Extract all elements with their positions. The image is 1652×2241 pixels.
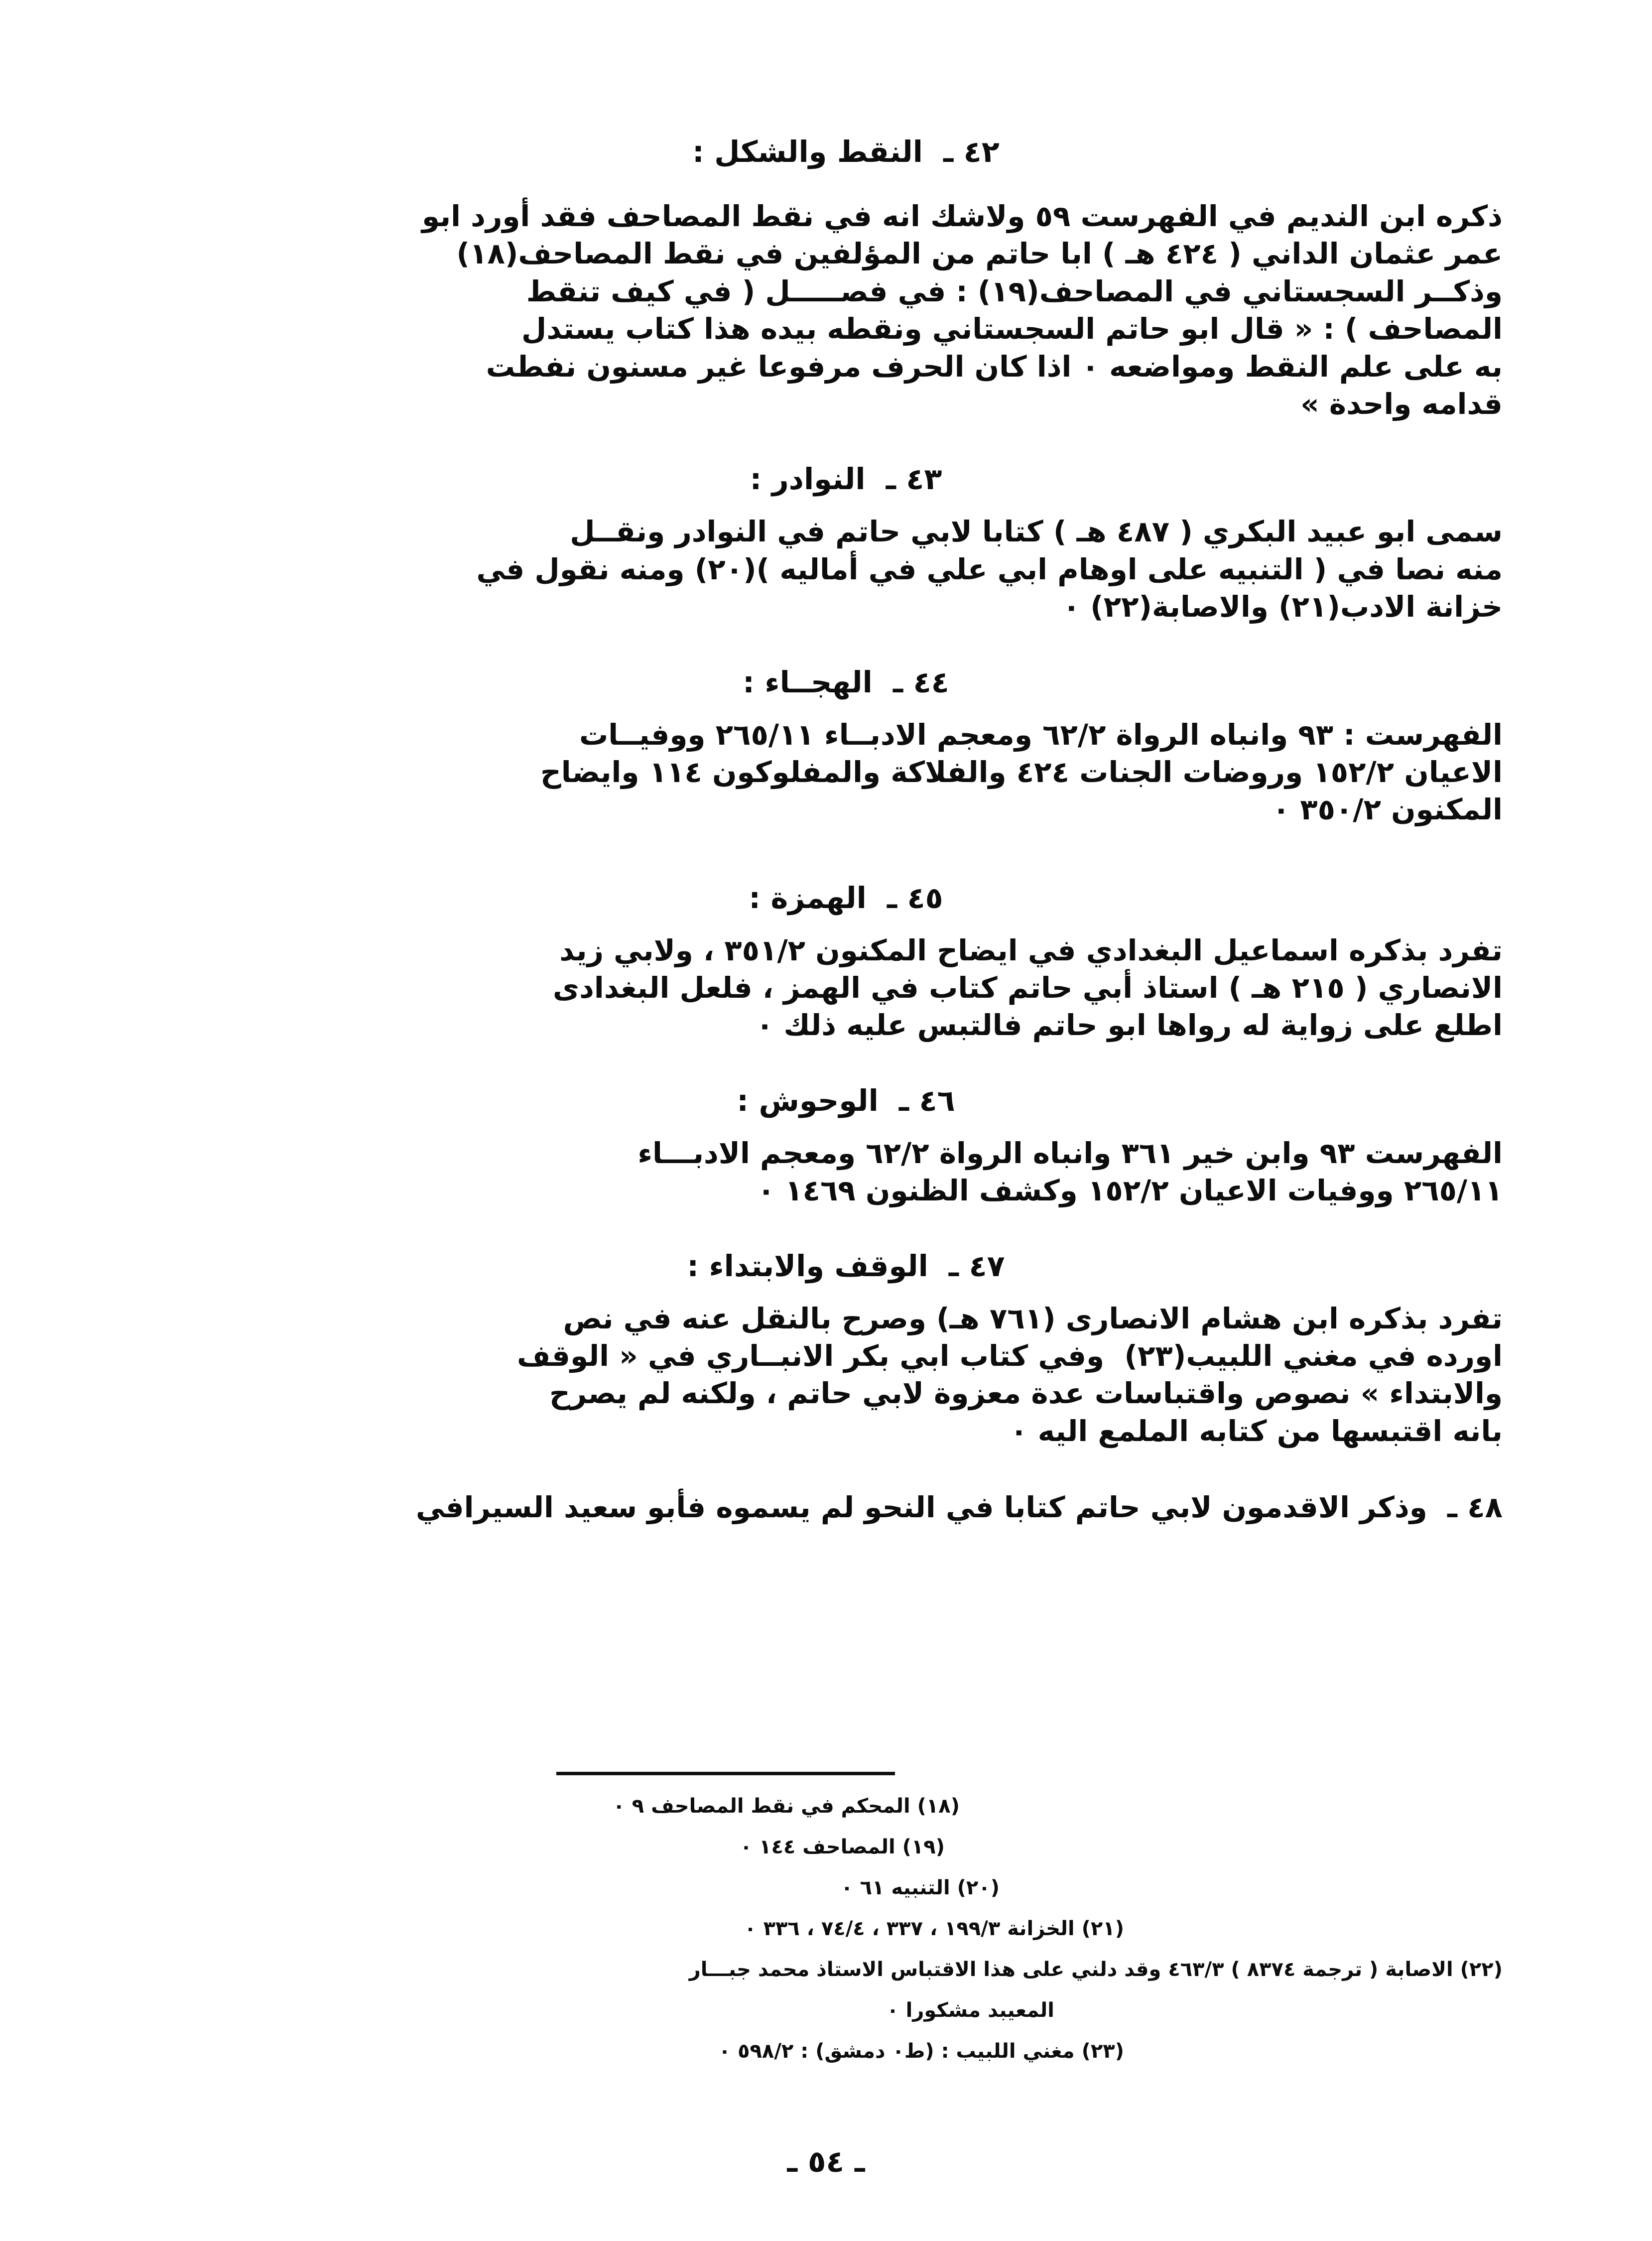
footnote-item: (٢١) الخزانة ١٩٩/٣ ، ٣٣٧ ، ٧٤/٤ ، ٣٣٦ ٠ — [744, 1917, 1124, 1940]
text-line: منه نصا في ( التنبيه على اوهام ابي علي في أماليه )(٢٠) ومنه نقول في — [476, 552, 1503, 586]
section-44-paragraph — [189, 716, 1503, 829]
spacer — [189, 829, 1503, 881]
section-42-heading: ٤٢ ـ النقط والشكل : — [692, 134, 1000, 169]
spacer — [189, 1450, 1503, 1489]
text-line: والابتداء » نصوص واقتباسات عدة معزوة لابي حاتم ، ولكنه لم يصرح — [549, 1376, 1503, 1411]
text-line: تفرد بذكره ابن هشام الانصارى (٧٦١ هـ) وصرح بالنقل عنه في نص — [563, 1301, 1503, 1335]
section-46-paragraph — [189, 1135, 1503, 1210]
spacer — [189, 169, 1503, 198]
spacer — [189, 626, 1503, 665]
text-line: الاعيان ١٥٢/٢ وروضات الجنات ٤٢٤ والفلاكة والمفلوكون ١١٤ وايضاح — [540, 755, 1503, 789]
text-line: وذكــر السجستاني في المصاحف(١٩) : في فصـــــل ( في كيف تنقط — [526, 274, 1503, 308]
text-line: تفرد بذكره اسماعيل البغدادي في ايضاح المكنون ٣٥١/٢ ، ولابي زيد — [559, 933, 1503, 967]
section-44-heading: ٤٤ ـ الهجــاء : — [743, 664, 949, 699]
spacer — [189, 915, 1503, 932]
section-42-heading-wrap — [189, 134, 1503, 169]
section-42-paragraph — [189, 198, 1503, 423]
text-line: الانصاري ( ٢١٥ هـ ) استاذ أبي حاتم كتاب في الهمز ، فلعل البغدادى — [552, 971, 1503, 1005]
section-48-paragraph — [189, 1489, 1503, 1526]
spacer — [189, 1118, 1503, 1135]
text-line: خزانة الادب(٢١) والاصابة(٢٢) ٠ — [1062, 590, 1503, 624]
text-line: سمى ابو عبيد البكري ( ٤٨٧ هـ ) كتابا لابي حاتم في النوادر ونقــل — [570, 515, 1503, 549]
text-line: عمر عثمان الداني ( ٤٢٤ هـ ) ابا حاتم من المؤلفين في نقط المصاحف(١٨) — [456, 237, 1503, 271]
section-45-paragraph — [189, 932, 1503, 1045]
footnote-list — [164, 1793, 1503, 2079]
spacer — [189, 1045, 1503, 1083]
text-line: ذكره ابن النديم في الفهرست ٥٩ ولاشك انه في نقط المصاحف فقد أورد ابو — [421, 199, 1503, 233]
page-body — [189, 134, 1503, 1527]
footnote-item: (١٩) المصاحف ١٤٤ ٠ — [740, 1836, 945, 1858]
spacer — [189, 496, 1503, 513]
section-47-paragraph — [189, 1300, 1503, 1450]
section-47-heading-wrap — [189, 1249, 1503, 1283]
section-43-paragraph — [189, 513, 1503, 626]
section-46-heading-wrap — [189, 1083, 1503, 1118]
footnote-separator — [556, 1772, 895, 1775]
page-number: ـ ٥٤ ـ — [787, 2144, 865, 2179]
text-line: الفهرست : ٩٣ وانباه الرواة ٦٢/٢ ومعجم الادبــاء ٢٦٥/١١ ووفيــات — [579, 717, 1503, 752]
footnote-item: (١٨) المحكم في نقط المصاحف ٩ ٠ — [613, 1795, 960, 1818]
spacer — [189, 1210, 1503, 1249]
footnote-item: المعيبد مشكورا ٠ — [887, 1999, 1054, 2022]
footnote-item: (٢٠) التنبيه ٦١ ٠ — [841, 1876, 1000, 1899]
section-43-heading-wrap — [189, 462, 1503, 496]
text-line: المكنون ٣٥٠/٢ ٠ — [1272, 792, 1503, 827]
text-line: الفهرست ٩٣ وابن خير ٣٦١ وانباه الرواة ٦٢/٢ ومعجم الادبـــاء — [637, 1136, 1503, 1170]
section-44-heading-wrap — [189, 665, 1503, 699]
text-line: اطلع على زواية له رواها ابو حاتم فالتبس عليه ذلك ٠ — [756, 1008, 1503, 1043]
section-45-heading: ٤٥ ـ الهمزة : — [749, 880, 943, 915]
text-line: ٤٨ ـ وذكر الاقدمون لابي حاتم كتابا في النحو لم يسموه فأبو سعيد السيرافي — [415, 1490, 1503, 1525]
footnote-item: (٢٢) الاصابة ( ترجمة ٨٣٧٤ ) ٤٦٣/٣ وقد دلني على هذا الاقتباس الاستاذ محمد جبـــار — [689, 1958, 1503, 1981]
section-45-heading-wrap — [189, 881, 1503, 915]
text-line: بانه اقتبسها من كتابه الملمع اليه ٠ — [1010, 1414, 1503, 1448]
spacer — [189, 699, 1503, 716]
section-43-heading: ٤٣ ـ النوادر : — [750, 462, 942, 497]
spacer — [189, 423, 1503, 462]
text-line: قدامه واحدة » — [1300, 387, 1503, 421]
text-line: به على علم النقط ومواضعه ٠ اذا كان الحرف مرفوعا غير مسنون نفطت — [486, 349, 1503, 384]
spacer — [189, 1283, 1503, 1300]
text-line: اورده في مغني اللبيب(٢٣) وفي كتاب ابي بكر الانبــاري في « الوقف — [516, 1339, 1503, 1373]
section-47-heading: ٤٧ ـ الوقف والابتداء : — [687, 1248, 1005, 1283]
text-line: ٢٦٥/١١ ووفيات الاعيان ١٥٢/٢ وكشف الظنون ١٤٦٩ ٠ — [757, 1174, 1503, 1208]
footnote-item: (٢٣) مغني اللبيب : (ط٠ دمشق) : ٥٩٨/٢ ٠ — [718, 2040, 1124, 2063]
section-46-heading: ٤٦ ـ الوحوش : — [737, 1083, 955, 1118]
text-line: المصاحف ) : « قال ابو حاتم السجستاني ونقطه بيده هذا كتاب يستدل — [521, 312, 1503, 346]
